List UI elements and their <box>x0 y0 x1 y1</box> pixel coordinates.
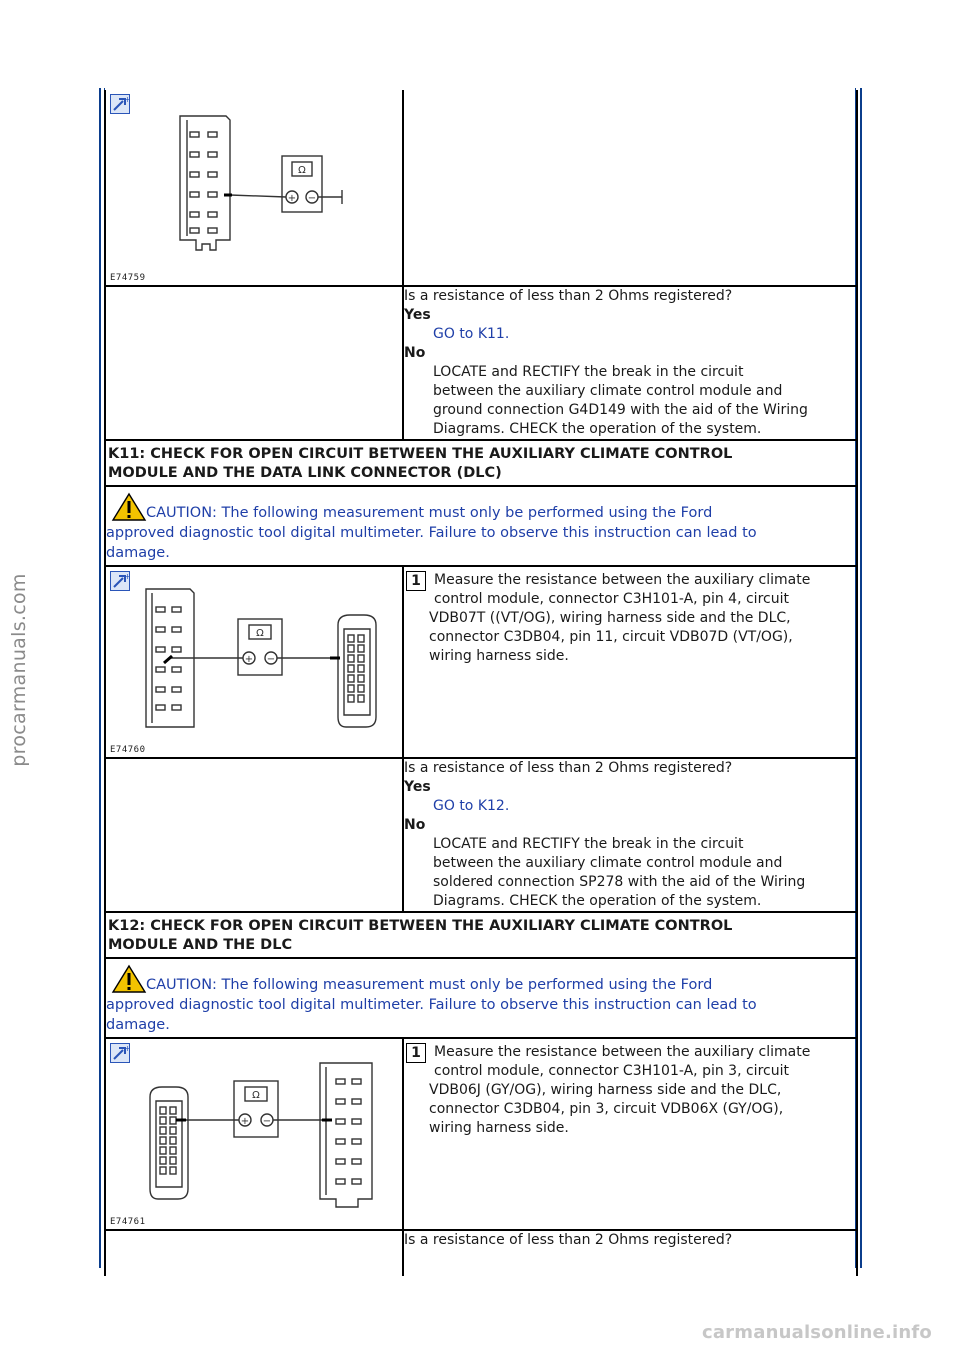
wiring-diagram-e74760 <box>106 567 402 759</box>
k11-step-line-4: connector C3DB04, pin 11, circuit VDB07D (VT/OG), <box>429 629 793 645</box>
k12-caution <box>105 958 857 1038</box>
k11-caution-row <box>105 486 857 566</box>
k11-caution-line-3: damage. <box>106 545 170 561</box>
svg-text:+: + <box>124 572 131 581</box>
result-cell-1 <box>403 286 857 440</box>
k12-step-line-1: Measure the resistance between the auxiliary climate <box>434 1044 811 1060</box>
empty-cell-4 <box>105 1230 403 1276</box>
empty-cell-2 <box>105 286 403 440</box>
result-row-2 <box>105 758 857 912</box>
ohm-symbol: Ω <box>256 628 264 639</box>
no-action-1 <box>404 363 856 439</box>
go-to-k11-link[interactable]: GO to K11. <box>433 326 510 342</box>
k12-heading <box>105 912 857 958</box>
svg-text:+: + <box>287 193 297 204</box>
no-action-1-line-4: Diagrams. CHECK the operation of the system. <box>433 421 762 437</box>
frame-line-left-outer <box>99 88 101 1268</box>
figure-id-1: E74759 <box>110 273 146 283</box>
result-cell-2 <box>403 758 857 912</box>
k11-heading <box>105 440 857 486</box>
empty-cell-1 <box>403 90 857 286</box>
svg-text:+: + <box>124 1044 131 1053</box>
svg-text:+: + <box>124 95 131 104</box>
k11-heading-line-2: MODULE AND THE DATA LINK CONNECTOR (DLC) <box>108 465 502 481</box>
k12-heading-line-2: MODULE AND THE DLC <box>108 937 293 953</box>
k12-heading-line-1: K12: CHECK FOR OPEN CIRCUIT BETWEEN THE AUXILIARY CLIMATE CONTROL <box>108 918 733 934</box>
svg-text:+: + <box>240 1116 250 1127</box>
result-question-1: Is a resistance of less than 2 Ohms registered? <box>404 288 733 304</box>
procedure-content <box>104 90 856 1276</box>
frame-line-right-outer <box>860 88 862 1268</box>
k11-step-line-3: VDB07T ((VT/OG), wiring harness side and the DLC, <box>429 610 791 626</box>
side-watermark <box>4 540 34 800</box>
yes-label-2: Yes <box>404 779 431 795</box>
figure-row-1 <box>105 90 857 286</box>
procedure-table <box>104 90 858 1276</box>
k11-step-line-5: wiring harness side. <box>429 648 569 664</box>
k12-step-line-3: VDB06J (GY/OG), wiring harness side and the DLC, <box>429 1082 782 1098</box>
figure-id-2: E74760 <box>110 745 146 755</box>
result-question-2: Is a resistance of less than 2 Ohms registered? <box>404 760 733 776</box>
k11-caution <box>105 486 857 566</box>
k11-step-line-1: Measure the resistance between the auxiliary climate <box>434 572 811 588</box>
yes-label-1: Yes <box>404 307 431 323</box>
k12-caution-row <box>105 958 857 1038</box>
result-cell-3 <box>403 1230 857 1276</box>
k11-caution-line-1: CAUTION: The following measurement must only be performed using the Ford <box>146 505 713 521</box>
k12-step-line-5: wiring harness side. <box>429 1120 569 1136</box>
figure-cell-1 <box>105 90 403 286</box>
figure-cell-2 <box>105 566 403 758</box>
no-action-2-line-1: LOCATE and RECTIFY the break in the circuit <box>433 836 744 852</box>
wiring-diagram-e74759 <box>106 90 402 286</box>
no-action-1-line-3: ground connection G4D149 with the aid of the Wiring <box>433 402 808 418</box>
svg-text:−: − <box>266 654 276 665</box>
k11-caution-line-2: approved diagnostic tool digital multimeter. Failure to observe this instruction can lead to <box>106 525 757 541</box>
no-action-2-line-4: Diagrams. CHECK the operation of the system. <box>433 893 762 909</box>
svg-text:+: + <box>244 654 254 665</box>
result-row-3 <box>105 1230 857 1276</box>
result-row-1 <box>105 286 857 440</box>
k12-caution-line-3: damage. <box>106 1017 170 1033</box>
empty-cell-3 <box>105 758 403 912</box>
k12-caution-line-2: approved diagnostic tool digital multimeter. Failure to observe this instruction can lead to <box>106 997 757 1013</box>
k11-heading-row <box>105 440 857 486</box>
k11-heading-line-1: K11: CHECK FOR OPEN CIRCUIT BETWEEN THE AUXILIARY CLIMATE CONTROL <box>108 446 733 462</box>
k12-step-1 <box>403 1038 857 1230</box>
no-action-1-line-1: LOCATE and RECTIFY the break in the circuit <box>433 364 744 380</box>
no-action-1-line-2: between the auxiliary climate control module and <box>433 383 783 399</box>
step-number-badge: 1 <box>406 571 426 591</box>
k11-step-1 <box>403 566 857 758</box>
warning-icon <box>112 965 146 993</box>
no-action-2 <box>404 835 856 911</box>
svg-text:−: − <box>262 1116 272 1127</box>
bottom-watermark: carmanualsonline.info <box>701 1322 932 1343</box>
ohm-symbol: Ω <box>298 165 306 176</box>
figure-cell-3 <box>105 1038 403 1230</box>
side-watermark-text: procarmanuals.com <box>8 573 30 767</box>
no-label-1: No <box>404 345 426 361</box>
k12-step-row <box>105 1038 857 1230</box>
k12-heading-row <box>105 912 857 958</box>
figure-id-3: E74761 <box>110 1217 146 1227</box>
ohm-symbol: Ω <box>252 1090 260 1101</box>
no-action-2-line-2: between the auxiliary climate control module and <box>433 855 783 871</box>
step-number-badge: 1 <box>406 1043 426 1063</box>
k12-caution-line-1: CAUTION: The following measurement must only be performed using the Ford <box>146 977 713 993</box>
no-label-2: No <box>404 817 426 833</box>
k11-step-line-2: control module, connector C3H101-A, pin 4, circuit <box>434 591 789 607</box>
go-to-k12-link[interactable]: GO to K12. <box>433 798 510 814</box>
result-question-3: Is a resistance of less than 2 Ohms registered? <box>404 1232 733 1248</box>
k11-step-row <box>105 566 857 758</box>
warning-icon <box>112 493 146 521</box>
no-action-2-line-3: soldered connection SP278 with the aid of the Wiring <box>433 874 806 890</box>
k12-step-line-4: connector C3DB04, pin 3, circuit VDB06X (GY/OG), <box>429 1101 784 1117</box>
k12-step-line-2: control module, connector C3H101-A, pin 3, circuit <box>434 1063 789 1079</box>
svg-text:−: − <box>307 193 317 204</box>
wiring-diagram-e74761 <box>106 1039 402 1231</box>
